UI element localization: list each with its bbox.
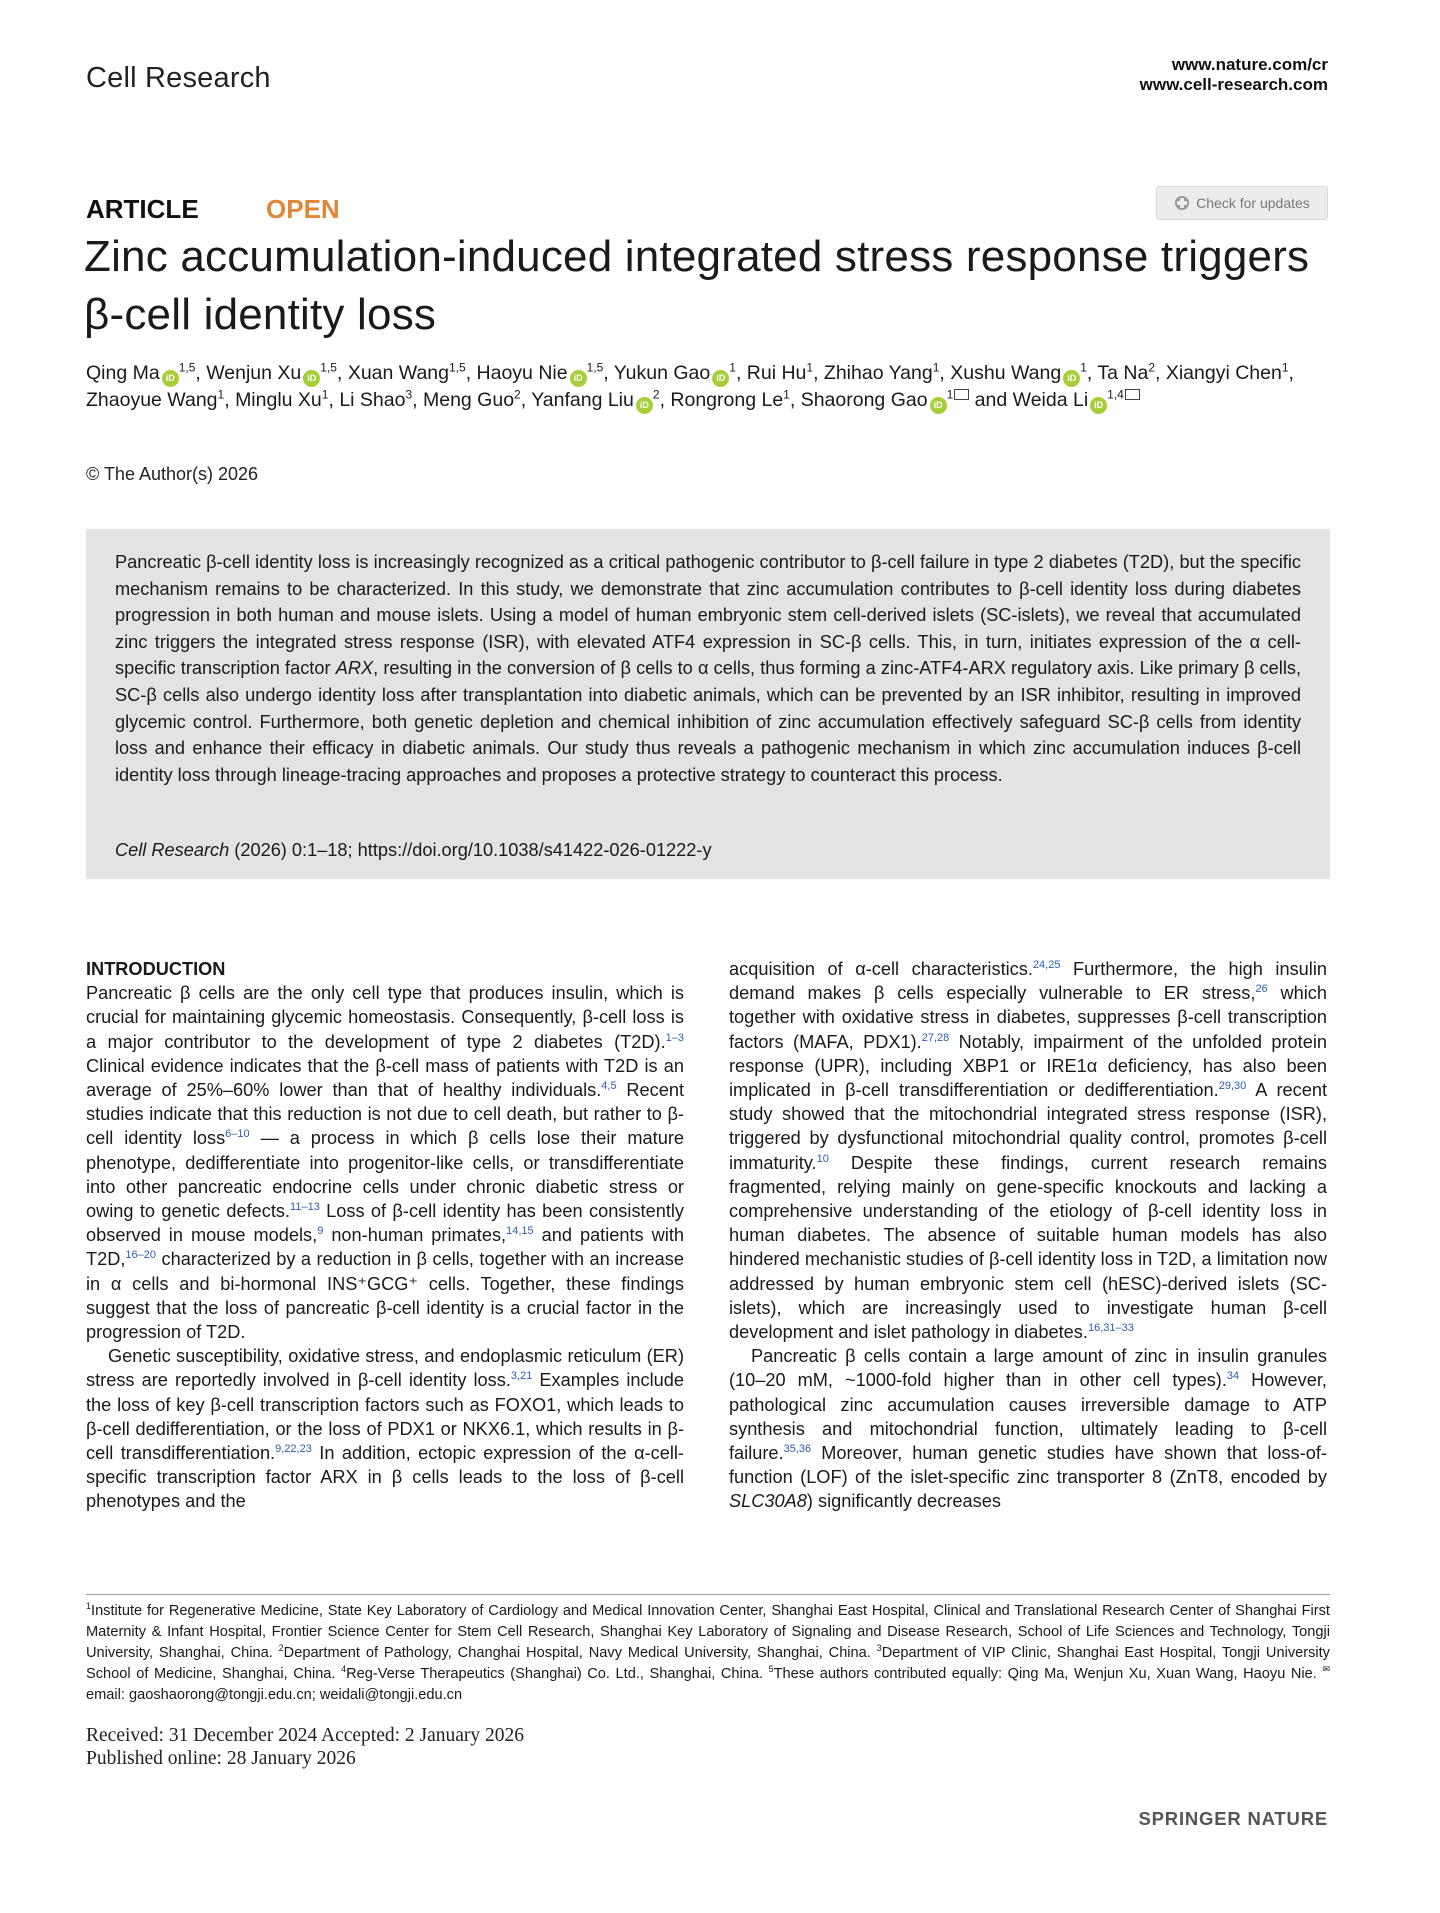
citation-ref[interactable]: 34 <box>1226 1370 1240 1383</box>
author-name[interactable]: Xiangyi Chen <box>1165 362 1282 384</box>
author-affiliation-number: 1 <box>806 360 814 375</box>
author-affiliation-number: 1,4 <box>1107 387 1124 402</box>
intro-paragraph <box>86 981 684 1344</box>
author-name[interactable]: Rongrong Le <box>670 389 784 411</box>
author-name[interactable]: Yukun Gao <box>613 362 711 384</box>
author-name[interactable]: Rui Hu <box>746 362 807 384</box>
citation-journal: Cell Research <box>115 840 230 860</box>
body-text: Recent studies indicate that this reduction is not due to cell death, but rather to β-cell identity loss <box>86 1080 684 1149</box>
body-text: non-human primates, <box>323 1225 507 1246</box>
orcid-icon[interactable]: iD <box>570 370 587 387</box>
author-name[interactable]: Yanfang Liu <box>531 389 634 411</box>
affiliation-marker: 2 <box>278 1643 284 1654</box>
journal-name: Cell Research <box>86 62 271 94</box>
author-affiliation-number: 1,5 <box>449 360 466 375</box>
citation-ref[interactable]: 27,28 <box>921 1031 950 1044</box>
author-name[interactable]: Shaorong Gao <box>800 389 928 411</box>
body-text: and patients with T2D, <box>86 1225 684 1270</box>
intro-paragraph <box>86 1344 684 1513</box>
affiliation-text: email: gaoshaorong@tongji.edu.cn; weidali@tongji.edu.cn <box>86 1687 463 1703</box>
orcid-icon[interactable]: iD <box>303 370 320 387</box>
author-name[interactable]: Qing Ma <box>86 362 160 384</box>
body-text: — a process in which β cells lose their mature phenotype, dedifferentiate into progenitor-like cells, or transdifferentiate into other pancreatic endocrine cells under chronic diabetic stress or owing to genetic defects. <box>86 1128 684 1222</box>
affiliation-marker: 1 <box>86 1601 92 1612</box>
envelope-icon[interactable] <box>954 389 969 400</box>
body-text: Examples include the loss of key β-cell transcription factors such as FOXO1, which leads to β-cell dedifferentiation, or the loss of PDX1 or NKX6.1, which results in β-cell transdifferentiation. <box>86 1370 684 1464</box>
affiliation-text: Reg-Verse Therapeutics (Shanghai) Co. Ltd., Shanghai, China. <box>346 1666 769 1682</box>
citation-ref[interactable]: 14,15 <box>506 1225 534 1238</box>
citation-ref[interactable]: 35,36 <box>783 1443 812 1455</box>
author-name[interactable]: Minglu Xu <box>235 389 322 411</box>
orcid-icon[interactable]: iD <box>712 370 729 387</box>
journal-url-cell-research[interactable]: www.cell-research.com <box>1139 75 1328 94</box>
body-text: Clinical evidence indicates that the β-cell mass of patients with T2D is an average of 25%–60% lower than that of healthy individuals. <box>86 1055 684 1101</box>
intro-right-column <box>729 957 1327 1514</box>
gene-name-italic: SLC30A8 <box>729 1491 807 1512</box>
affiliation-text: Institute for Regenerative Medicine, State Key Laboratory of Cardiology and Medical Innovation Center, Shanghai East Hospital, Clinical and Translational Research Center of Shanghai First Maternity & Infant Hospital, Frontier Science Center for Stem Cell Research, Shanghai Key Laboratory of Signaling and Disease Research, School of Life Sciences and Technology, Tongji University, Shanghai, China. <box>86 1603 1330 1661</box>
abstract-text: Pancreatic β-cell identity loss is increasingly recognized as a critical pathogenic contributor to β-cell failure in type 2 diabetes (T2D), but the specific mechanism remains to be characterized. In this study, we demonstrate that zinc accumulation contributes to β-cell identity loss during diabetes progression in both human and mouse islets. Using a model of human embryonic stem cell-derived islets (SC-islets), we reveal that accumulated zinc triggers the integrated stress response (ISR), with elevated ATF4 expression in SC-β cells. This, in turn, initiates expression of the α cell-specific transcription factor ARX, resulting in the conversion of β cells to α cells, thus forming a zinc-ATF4-ARX regulatory axis. Like primary β cells, SC-β cells also undergo identity loss after transplantation into diabetic animals, which can be prevented by an ISR inhibitor, resulting in improved glycemic control. Furthermore, both genetic depletion and chemical inhibition of zinc accumulation effectively safeguard SC-β cells from identity loss and enhance their efficacy in diabetic animals. Our study thus reveals a pathogenic mechanism in which zinc accumulation induces β-cell identity loss through lineage-tracing approaches and proposes a protective strategy to counteract this process. <box>115 552 1302 785</box>
author-name[interactable]: Weida Li <box>1012 389 1089 411</box>
author-affiliation-number: 2 <box>514 387 521 402</box>
journal-url-nature[interactable]: www.nature.com/cr <box>1171 55 1328 74</box>
body-text: Pancreatic β cells contain a large amount of zinc in insulin granules (10–20 mM, ~1000-fold higher than in other cell types). <box>729 1346 1327 1391</box>
affiliation-text: Department of VIP Clinic, Shanghai East Hospital, Tongji University School of Medicine, Shanghai, China. <box>86 1645 1330 1682</box>
body-text: characterized by a reduction in β cells, together with an increase in α cells and bi-hormonal INS⁺GCG⁺ cells. Together, these findings suggest that the loss of pancreatic β-cell identity is a crucial factor in the progression of T2D. <box>86 1249 684 1343</box>
citation-ref[interactable]: 29,30 <box>1218 1079 1247 1092</box>
orcid-icon[interactable]: iD <box>1063 370 1080 387</box>
author-name[interactable]: Xushu Wang <box>950 362 1062 384</box>
envelope-icon[interactable] <box>1125 389 1140 400</box>
check-for-updates-label: Check for updates <box>1196 195 1310 211</box>
author-name[interactable]: Wenjun Xu <box>206 362 302 384</box>
citation-ref[interactable]: 3,21 <box>510 1370 533 1383</box>
journal-urls <box>1140 55 1328 95</box>
gene-name-italic: ARX <box>335 658 374 679</box>
affiliation-text: These authors contributed equally: Qing Ma, Wenjun Xu, Xuan Wang, Haoyu Nie. <box>773 1666 1323 1682</box>
citation-ref[interactable]: 11–13 <box>290 1200 320 1213</box>
crossmark-icon <box>1174 195 1190 211</box>
footnote-divider <box>86 1594 1330 1595</box>
body-text: Moreover, human genetic studies have shown that loss-of-function (LOF) of the islet-specific zinc transporter 8 (ZnT8, encoded by <box>729 1443 1327 1488</box>
article-title-line-2: β-cell identity loss <box>84 290 437 339</box>
publication-dates <box>86 1724 524 1770</box>
author-affiliation-number: 1,5 <box>178 360 196 375</box>
article-type-label: ARTICLE <box>86 194 199 224</box>
body-text: Pancreatic β cells are the only cell type that produces insulin, which is crucial for maintaining glycemic homeostasis. Consequently, β-cell loss is a major contributor to the development of type 2 diabetes (T2D). <box>86 983 684 1052</box>
check-for-updates-button[interactable] <box>1156 186 1328 220</box>
citation-ref[interactable]: 16–20 <box>125 1249 157 1262</box>
author-affiliation-number: 1 <box>217 387 225 402</box>
body-text: A recent study showed that the mitochondrial integrated stress response (ISR), triggered by dysfunctional mitochondrial quality control, promotes β-cell immaturity. <box>729 1080 1327 1173</box>
published-online-date: Published online: 28 January 2026 <box>86 1748 356 1769</box>
copyright-notice: © The Author(s) 2026 <box>86 464 259 484</box>
author-name[interactable]: Ta Na <box>1097 362 1149 384</box>
citation-ref[interactable]: 26 <box>1255 983 1268 996</box>
body-text: In addition, ectopic expression of the α-cell-specific transcription factor ARX in β cells leads to the loss of β-cell phenotypes and the <box>86 1443 684 1512</box>
orcid-icon[interactable]: iD <box>1090 397 1107 414</box>
body-text: ) significantly decreases <box>806 1491 1001 1512</box>
citation-ref[interactable]: 9 <box>317 1225 324 1238</box>
orcid-icon[interactable]: iD <box>162 370 179 387</box>
author-name[interactable]: Meng Guo <box>422 389 515 411</box>
intro-left-column <box>86 957 684 1514</box>
author-name[interactable]: Zhihao Yang <box>823 362 933 384</box>
body-text: acquisition of α-cell characteristics. <box>729 959 1033 979</box>
abstract-citation <box>115 840 712 861</box>
author-affiliation-number: 1 <box>1080 360 1087 375</box>
affiliation-marker: 3 <box>876 1643 882 1654</box>
author-name[interactable]: Li Shao <box>339 389 406 411</box>
author-affiliation-number: 1,5 <box>586 360 604 375</box>
body-text: Genetic susceptibility, oxidative stress, and endoplasmic reticulum (ER) stress are reportedly involved in β-cell identity loss. <box>86 1346 684 1391</box>
citation-ref[interactable]: 6–10 <box>225 1128 250 1141</box>
body-text: which together with oxidative stress in diabetes, suppresses β-cell transcription factors (MAFA, PDX1). <box>729 983 1327 1052</box>
intro-paragraph <box>729 1344 1327 1513</box>
author-affiliation-number: 2 <box>652 387 660 402</box>
author-affiliation-number: 1 <box>729 360 736 375</box>
author-affiliation-number: 1 <box>783 387 790 402</box>
abstract-box <box>86 529 1330 879</box>
body-text: Furthermore, the high insulin demand makes β cells especially vulnerable to ER stress, <box>729 959 1327 1004</box>
section-heading-introduction: INTRODUCTION <box>86 959 226 979</box>
body-text: Loss of β-cell identity has been consistently observed in mouse models, <box>86 1201 685 1246</box>
author-affiliation-number: 1,5 <box>320 360 337 375</box>
article-title-line-1: Zinc accumulation-induced integrated stress response triggers <box>84 232 1310 281</box>
citation-ref[interactable]: 10 <box>816 1152 829 1165</box>
affiliations-footnote <box>86 1601 1330 1706</box>
author-affiliation-number: 3 <box>405 387 413 402</box>
author-name[interactable]: Xuan Wang <box>347 362 449 384</box>
orcid-icon[interactable]: iD <box>636 397 653 414</box>
orcid-icon[interactable]: iD <box>930 397 947 414</box>
citation-ref[interactable]: 9,22,23 <box>275 1443 312 1455</box>
author-affiliation-number: 1 <box>1281 360 1289 375</box>
received-accepted-dates: Received: 31 December 2024 Accepted: 2 January 2026 <box>86 1725 525 1746</box>
author-conjunction: and <box>974 389 1008 411</box>
intro-paragraph <box>729 957 1327 1344</box>
citation-ref[interactable]: 16,31–33 <box>1087 1321 1134 1334</box>
publisher-logo: SPRINGER NATURE <box>1138 1808 1328 1829</box>
body-text: Notably, impairment of the unfolded protein response (UPR), including XBP1 or IRE1α deficiency, has also been implicated in β-cell transdifferentiation or dedifferentiation. <box>729 1031 1327 1101</box>
author-name[interactable]: Zhaoyue Wang <box>86 389 218 411</box>
body-text: However, pathological zinc accumulation causes irreversible damage to ATP synthesis and mitochondrial function, ultimately leading to β-cell failure. <box>729 1370 1327 1464</box>
author-name[interactable]: Haoyu Nie <box>476 362 568 384</box>
affiliation-marker: 4 <box>341 1664 347 1675</box>
citation-ref[interactable]: 1–3 <box>665 1031 684 1044</box>
author-affiliation-number: 2 <box>1148 360 1155 375</box>
affiliation-text: Department of Pathology, Changhai Hospital, Navy Medical University, Shanghai, China. <box>283 1645 877 1661</box>
article-title <box>84 228 1344 344</box>
affiliation-marker: ✉ <box>1322 1664 1330 1675</box>
author-list: Qing Ma iD$^{1,5}$, Wenjun Xu iD$^{1,5}$, Xuan Wang$^{1,5}$, Haoyu Nie iD$^{1,5}$, Yukun Gao $iD^1$, Rui Hu$^1$, Zhihao Yang$^1$, Xushu Wang $iD^1$, Ta Na$^2$, Xiangyi Chen$^1$, Zhaoyue Wang$^1$, Minglu Xu$^1$, Li Shao$^3$, Meng Guo$^2$, Yanfang Liu $iD^2$, Rongrong Le$^1$, Shaorong Gao $iD^1$ and Weida Li iD$^{1,4}$ <box>86 360 1336 414</box>
author-affiliation-number: 1 <box>321 387 329 402</box>
author-affiliation-number: 1 <box>932 360 940 375</box>
affiliation-marker: 5 <box>768 1664 774 1675</box>
author-affiliation-number: 1 <box>946 387 954 402</box>
open-access-label: OPEN <box>266 194 340 224</box>
citation-ref[interactable]: 4,5 <box>601 1079 617 1092</box>
citation-ref[interactable]: 24,25 <box>1032 958 1061 971</box>
body-text: Despite these findings, current research remains fragmented, relying mainly on gene-specific knockouts and lacking a comprehensive understanding of the etiology of β-cell identity loss in human diabetes. The absence of suitable human models has also hindered mechanistic studies of β-cell identity loss in T2D, a limitation now addressed by human embryonic stem cell (hESC)-derived islets (SC-islets), which are increasingly used to investigate human β-cell development and islet pathology in diabetes. <box>729 1152 1327 1343</box>
citation-details[interactable]: (2026) 0:1–18; https://doi.org/10.1038/s41422-026-01222-y <box>229 840 712 860</box>
